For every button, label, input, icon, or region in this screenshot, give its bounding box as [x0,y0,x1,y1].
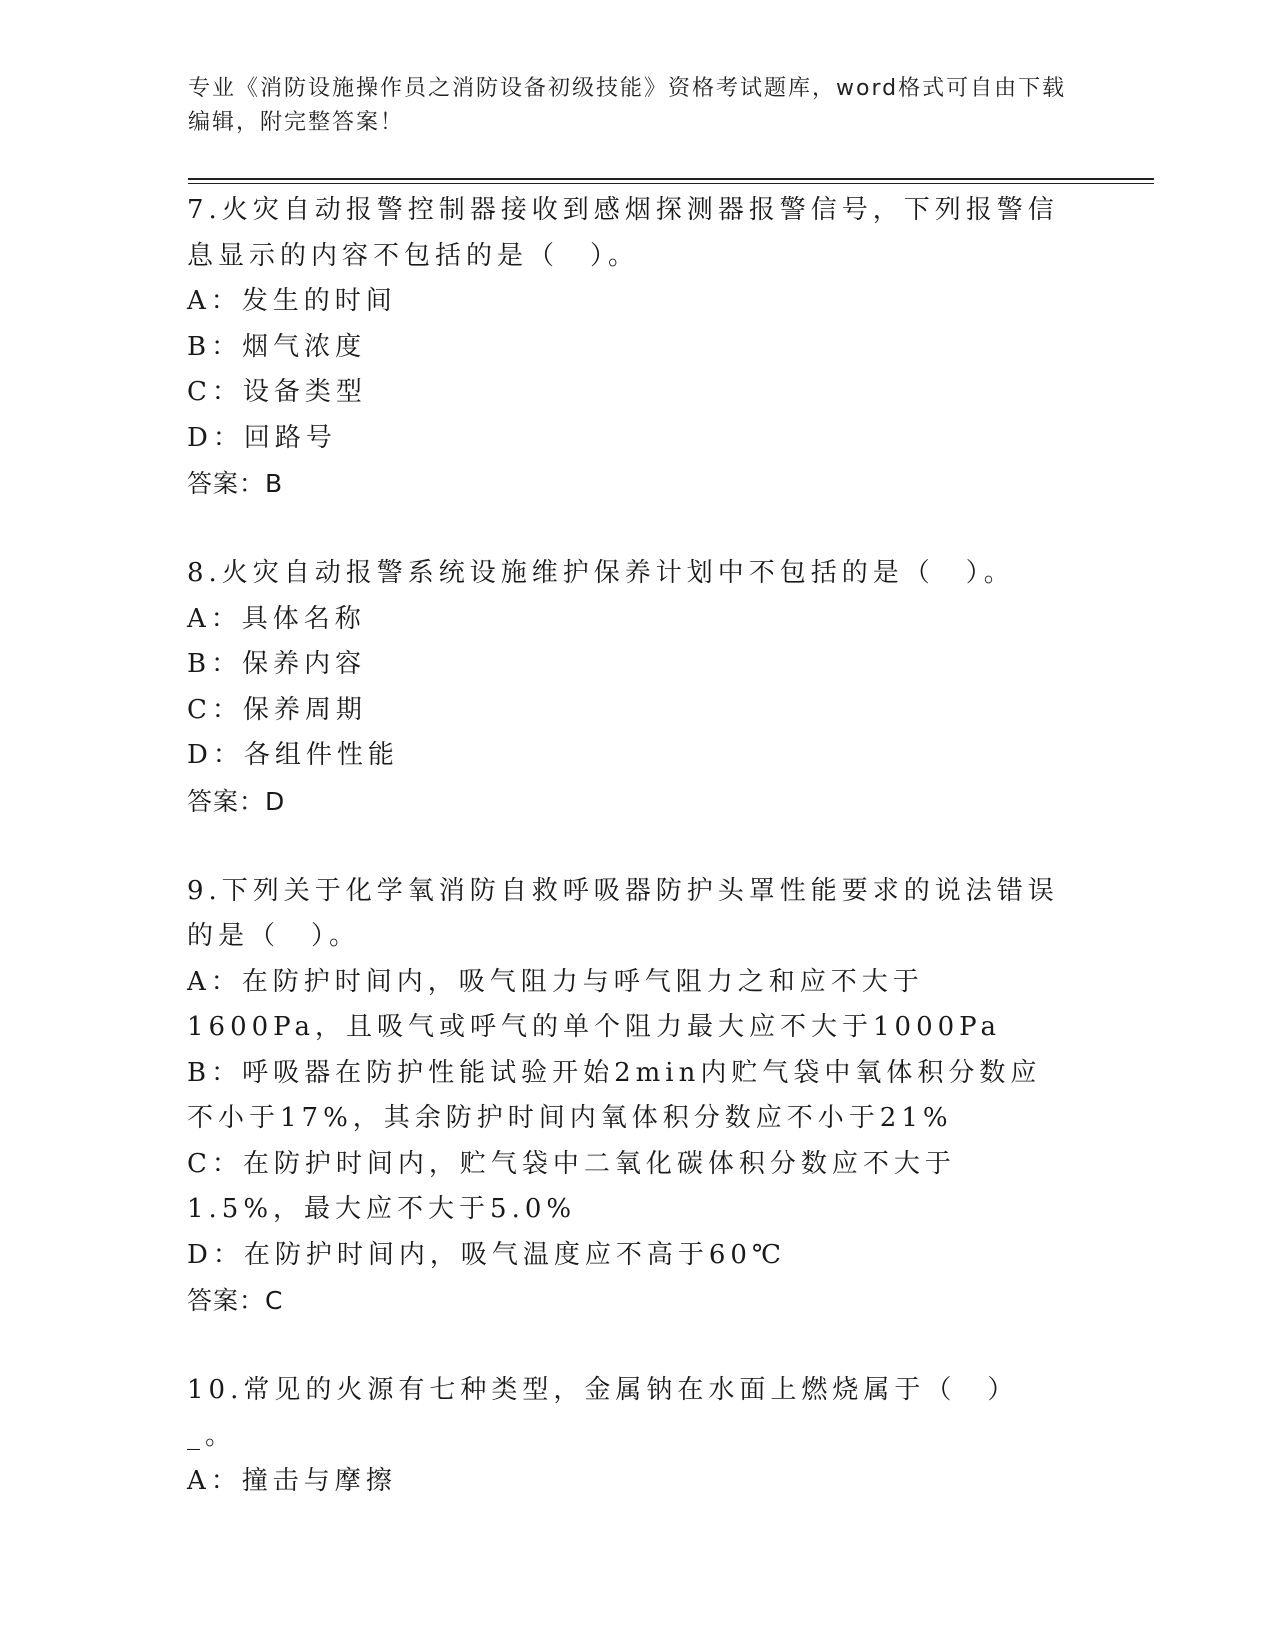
option-c: C：保养周期 [187,694,367,725]
option-d: D：在防护时间内，吸气温度应不高于60℃ [187,1239,787,1270]
option-b: B：烟气浓度 [187,331,367,362]
option-a: A：具体名称 [187,603,366,634]
option-c: C：设备类型 [187,377,367,407]
option-b: B：呼吸器在防护性能试验开始2min内贮气袋中氧体积分数应不小于17%，其余防护时间内氧体积分数应不小于21% [187,1057,1042,1133]
option-c: C：在防护时间内，贮气袋中二氧化碳体积分数应不大于1.5%，最大应不大于5.0% [187,1148,956,1224]
question-7 [187,188,1087,506]
option-a: A：发生的时间 [187,286,397,316]
document-header: 专业《消防设施操作员之消防设备初级技能》资格考试题库，word格式可自由下载编辑，附完整答案！ [188,76,1067,135]
header-divider-thick [188,178,1154,180]
question-stem: 10.常见的火源有七种类型，金属钠在水面上燃烧属于（ ）_。 [187,1375,1019,1451]
question-stem: 7.火灾自动报警控制器接收到感烟探测器报警信号，下列报警信息显示的内容不包括的是（ ）。 [187,195,1059,271]
answer-label: 答案：B [187,469,284,498]
option-d: D：各组件性能 [187,740,399,770]
header-divider-thin [188,183,1154,184]
answer-label: 答案：C [187,1286,284,1315]
option-a: A：撞击与摩擦 [187,1466,397,1496]
option-b: B：保养内容 [187,649,367,679]
option-d: D：回路号 [187,422,337,453]
answer-label: 答案：D [187,786,286,816]
question-10 [187,1368,1087,1505]
question-9 [187,869,1087,1324]
question-list [187,188,1087,1505]
option-a: A：在防护时间内，吸气阻力与呼气阻力之和应不大于1600Pa，且吸气或呼气的单个阻力最大应不大于1000Pa [187,966,1001,1042]
question-8 [187,551,1087,824]
question-stem: 8.火灾自动报警系统设施维护保养计划中不包括的是（ ）。 [187,558,1015,588]
question-stem: 9.下列关于化学氧消防自救呼吸器防护头罩性能要求的说法错误的是（ ）。 [187,875,1059,951]
